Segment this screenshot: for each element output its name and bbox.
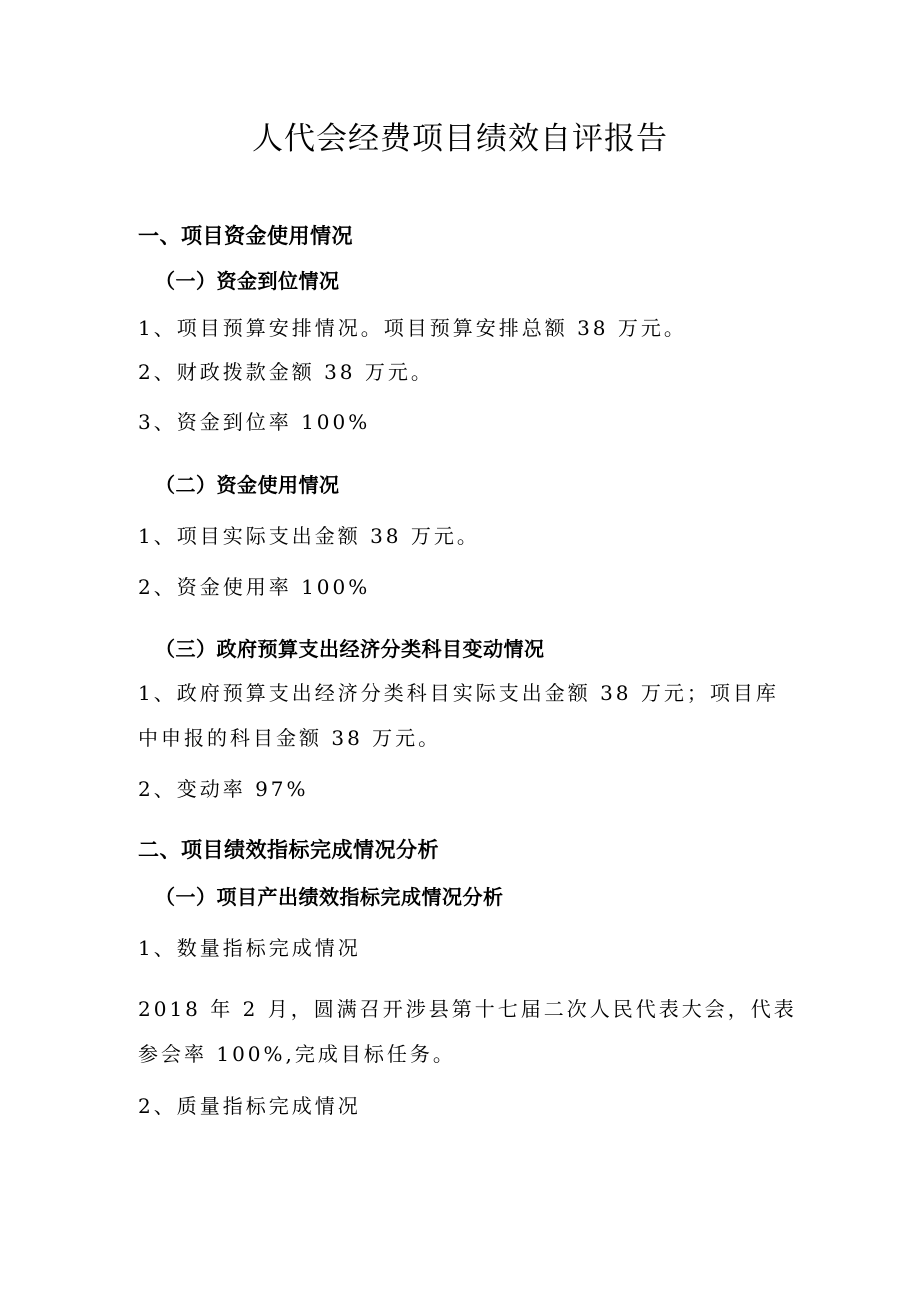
paragraph-line: 1、数量指标完成情况: [138, 936, 361, 960]
paragraph-line: 2、财政拨款金额 38 万元。: [138, 360, 434, 384]
subsection-heading-1-2: （二）资金使用情况: [155, 473, 340, 497]
paragraph-line: 2、质量指标完成情况: [138, 1094, 361, 1118]
paragraph-line: 2、变动率 97%: [138, 777, 309, 801]
subsection-heading-1-3: （三）政府预算支出经济分类科目变动情况: [155, 637, 545, 661]
paragraph-line: 3、资金到位率 100%: [138, 410, 371, 434]
paragraph-line: 1、项目实际支出金额 38 万元。: [138, 524, 480, 548]
paragraph-line: 参会率 100%,完成目标任务。: [138, 1042, 456, 1066]
document-title: 人代会经费项目绩效自评报告: [252, 121, 668, 157]
subsection-heading-1-1: （一）资金到位情况: [155, 269, 340, 293]
paragraph-line: 2018 年 2 月，圆满召开涉县第十七届二次人民代表大会，代表: [138, 997, 797, 1021]
section-heading-1: 一、项目资金使用情况: [138, 224, 353, 248]
subsection-heading-2-1: （一）项目产出绩效指标完成情况分析: [155, 885, 504, 909]
paragraph-line: 1、项目预算安排情况。项目预算安排总额 38 万元。: [138, 316, 687, 340]
paragraph-line: 2、资金使用率 100%: [138, 575, 371, 599]
paragraph-line: 1、政府预算支出经济分类科目实际支出金额 38 万元；项目库: [138, 681, 779, 705]
section-heading-2: 二、项目绩效指标完成情况分析: [138, 838, 439, 862]
paragraph-line: 中申报的科目金额 38 万元。: [138, 726, 442, 750]
